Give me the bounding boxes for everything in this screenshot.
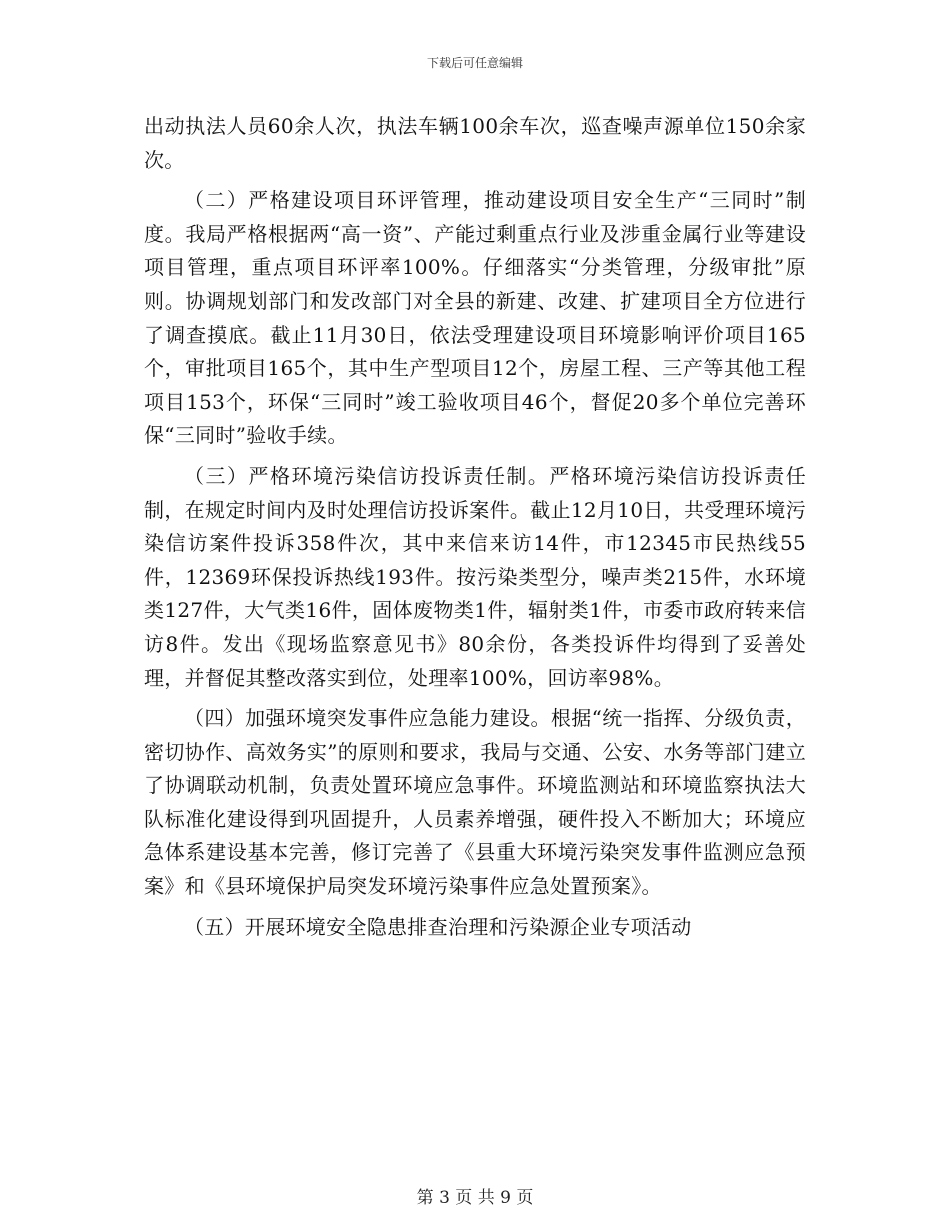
page-number-footer: 第 3 页 共 9 页 — [416, 1188, 534, 1208]
document-body — [144, 110, 806, 951]
paragraph-section-5: （五）开展环境安全隐患排查治理和污染源企业专项活动 — [184, 914, 692, 939]
paragraph-section-2: （二）严格建设项目环评管理，推动建设项目安全生产“三同时”制度。我局严格根据两“高一资”、产能过剩重点行业及涉重金属行业等建设项目管理，重点项目环评率100%。仔细落实“分类管理，分级审批”原则。协调规划部门和发改部门对全县的新建、改建、扩建项目全方位进行了调查摸底。截止11月30日，依法受理建设项目环境影响评价项目165个，审批项目165个，其中生产型项目12个，房屋工程、三产等其他工程项目153个，环保“三同时”竣工验收项目46个，督促20多个单位完善环保“三同时”验收手续。 — [144, 188, 806, 448]
page-header: 下载后可任意编辑 — [426, 56, 523, 70]
paragraph-section-4: （四）加强环境突发事件应急能力建设。根据“统一指挥、分级负责，密切协作、高效务实”的原则和要求，我局与交通、公安、水务等部门建立了协调联动机制，负责处置环境应急事件。环境监测站和环境监察执法大队标准化建设得到巩固提升，人员素养增强，硬件投入不断加大；环境应急体系建设基本完善，修订完善了《县重大环境污染突发事件监测应急预案》和《县环境保护局突发环境污染事件应急处置预案》。 — [144, 706, 806, 899]
paragraph-continuation: 出动执法人员60余人次，执法车辆100余车次，巡查噪声源单位150余家次。 — [144, 114, 806, 172]
paragraph-section-3: （三）严格环境污染信访投诉责任制。严格环境污染信访投诉责任制，在规定时间内及时处理信访投诉案件。截止12月10日，共受理环境污染信访案件投诉358件次，其中来信来访14件，市12345市民热线55件，12369环保投诉热线193件。按污染类型分，噪声类215件，水环境类127件，大气类16件，固体废物类1件，辐射类1件，市委市政府转来信访8件。发出《现场监察意见书》80余份，各类投诉件均得到了妥善处理，并督促其整改落实到位，处理率100%，回访率98%。 — [144, 463, 806, 690]
